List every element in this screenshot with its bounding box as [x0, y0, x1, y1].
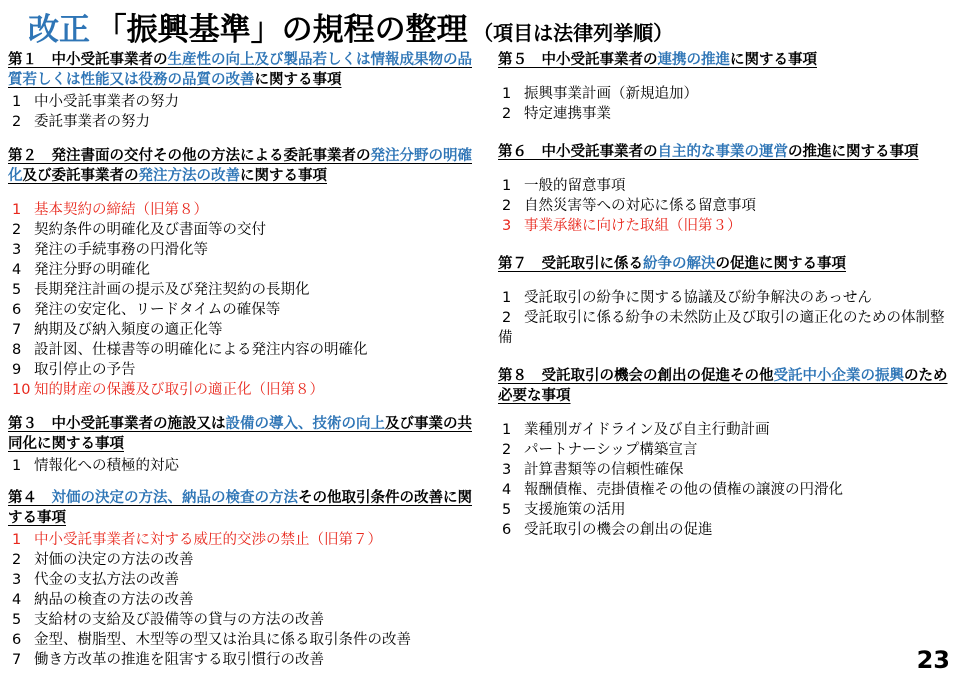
section-3	[8, 414, 478, 476]
item-text: 受託取引の紛争に関する協議及び紛争解決のあっせん	[524, 290, 872, 306]
section-4	[8, 488, 478, 670]
item-number: 4	[502, 482, 512, 498]
item-number: 1	[502, 290, 512, 306]
item-number: 3	[502, 462, 512, 478]
list-item	[8, 650, 478, 670]
item-text: 納品の検査の方法の改善	[34, 592, 194, 608]
title-sub: （項目は法律列挙順）	[473, 21, 674, 45]
list-item	[8, 320, 478, 340]
heading-text: 及び委託事業者の	[22, 168, 139, 184]
list-item	[8, 340, 478, 360]
heading-text: 第３ 中小受託事業者の施設又は	[8, 416, 226, 432]
list-item	[8, 380, 478, 400]
list-item	[8, 112, 478, 132]
item-text: 中小受託事業者の努力	[34, 94, 179, 110]
item-number: 1	[12, 458, 22, 474]
list-item	[498, 480, 953, 500]
item-number: 5	[12, 612, 22, 628]
section-5	[498, 50, 953, 124]
item-text: 事業承継に向けた取組（旧第３）	[524, 218, 742, 234]
item-number: 7	[12, 652, 22, 668]
list-item	[498, 216, 953, 236]
item-text: 知的財産の保護及び取引の適正化（旧第８）	[34, 382, 324, 398]
section-7	[498, 254, 953, 348]
item-number: 2	[12, 222, 22, 238]
left-column	[8, 50, 478, 670]
item-text: 設計図、仕様書等の明確化による発注内容の明確化	[34, 342, 368, 358]
item-number: 1	[502, 178, 512, 194]
list-item	[8, 92, 478, 112]
item-list	[8, 92, 478, 132]
list-item	[498, 176, 953, 196]
title-main: 「振興基準」の規程の整理	[95, 12, 468, 48]
item-number: 2	[12, 114, 22, 130]
list-item	[498, 196, 953, 216]
heading-highlight: 発注分野の明確化	[8, 148, 472, 184]
item-text: 発注の安定化、リードタイムの確保等	[34, 302, 281, 318]
section-6	[498, 142, 953, 236]
list-item	[498, 520, 953, 540]
heading-text: に関する事項	[240, 168, 327, 184]
heading-highlight: 自主的な事業の運営	[657, 144, 788, 160]
heading-text: のため必要な事項	[498, 368, 948, 404]
section-heading	[498, 366, 953, 406]
item-text: 金型、樹脂型、木型等の型又は治具に係る取引条件の改善	[34, 632, 411, 648]
item-number: 8	[12, 342, 22, 358]
heading-text: 第５ 中小受託事業者の	[498, 52, 658, 68]
right-column	[498, 50, 953, 540]
title-accent: 改正	[28, 12, 90, 48]
item-number: 5	[502, 502, 512, 518]
section-1	[8, 50, 478, 132]
item-text: 対価の決定の方法の改善	[34, 552, 194, 568]
item-text: 自然災害等への対応に係る留意事項	[524, 198, 756, 214]
item-number: 5	[12, 282, 22, 298]
list-item	[8, 280, 478, 300]
list-item	[498, 420, 953, 440]
list-item	[8, 220, 478, 240]
item-number: 1	[12, 532, 22, 548]
section-heading	[8, 488, 478, 528]
section-heading	[498, 142, 953, 162]
item-text: 契約条件の明確化及び書面等の交付	[34, 222, 266, 238]
list-item	[8, 360, 478, 380]
item-number: 6	[12, 632, 22, 648]
item-text: 納期及び納入頻度の適正化等	[34, 322, 223, 338]
item-text: 支援施策の活用	[524, 502, 626, 518]
section-heading	[8, 50, 478, 90]
list-item	[498, 288, 953, 308]
item-number: 3	[12, 572, 22, 588]
list-item	[498, 84, 953, 104]
list-item	[8, 570, 478, 590]
heading-text: 第２ 発注書面の交付その他の方法による委託事業者の	[8, 148, 371, 164]
heading-text: 及び事業の共同化に関する事項	[8, 416, 472, 452]
item-text: 基本契約の締結（旧第８）	[34, 202, 208, 218]
item-text: 受託取引の機会の創出の促進	[524, 522, 713, 538]
list-item	[8, 260, 478, 280]
item-text: 計算書類等の信頼性確保	[524, 462, 684, 478]
item-list	[498, 288, 953, 348]
item-list	[498, 84, 953, 124]
item-text: 振興事業計画（新規追加）	[524, 86, 698, 102]
item-text: 受託取引に係る紛争の未然防止及び取引の適正化のための体制整備	[498, 310, 945, 346]
list-item	[498, 500, 953, 520]
item-text: パートナーシップ構築宣言	[524, 442, 698, 458]
section-heading	[8, 414, 478, 454]
list-item	[498, 308, 953, 348]
item-number: 4	[12, 262, 22, 278]
item-text: 発注分野の明確化	[34, 262, 150, 278]
item-text: 中小受託事業者に対する威圧的交渉の禁止（旧第７）	[34, 532, 382, 548]
heading-text: 第８ 受託取引の機会の創出の促進その他	[498, 368, 774, 384]
item-number: 7	[12, 322, 22, 338]
section-heading	[498, 254, 953, 274]
list-item	[8, 610, 478, 630]
heading-text: の促進に関する事項	[715, 256, 846, 272]
item-number: 2	[502, 310, 512, 326]
item-list	[8, 456, 478, 476]
item-number: 1	[12, 202, 22, 218]
item-list	[8, 200, 478, 400]
page-number: 23	[916, 646, 950, 674]
list-item	[8, 456, 478, 476]
item-number: 2	[12, 552, 22, 568]
heading-text: 第４	[8, 490, 52, 506]
list-item	[498, 104, 953, 124]
item-text: 代金の支払方法の改善	[34, 572, 179, 588]
section-heading	[498, 50, 953, 70]
heading-text: 第７ 受託取引に係る	[498, 256, 643, 272]
item-text: 一般的留意事項	[524, 178, 626, 194]
heading-text: その他取引条件の改善に関する事項	[8, 490, 472, 526]
item-number: 1	[502, 86, 512, 102]
heading-text: に関する事項	[254, 72, 342, 88]
item-text: 取引停止の予告	[34, 362, 136, 378]
item-text: 働き方改革の推進を阻害する取引慣行の改善	[34, 652, 324, 668]
item-number: 4	[12, 592, 22, 608]
list-item	[8, 300, 478, 320]
item-list	[8, 530, 478, 670]
item-text: 特定連携事業	[524, 106, 611, 122]
list-item	[498, 460, 953, 480]
heading-highlight: 連携の推進	[657, 52, 730, 68]
section-8	[498, 366, 953, 540]
heading-highlight: 紛争の解決	[643, 256, 716, 272]
section-heading	[8, 146, 478, 186]
item-list	[498, 420, 953, 540]
item-text: 支給材の支給及び設備等の貸与の方法の改善	[34, 612, 324, 628]
item-text: 発注の手続事務の円滑化等	[34, 242, 208, 258]
item-text: 報酬債権、売掛債権その他の債権の譲渡の円滑化	[524, 482, 843, 498]
item-text: 業種別ガイドライン及び自主行動計画	[524, 422, 770, 438]
list-item	[8, 240, 478, 260]
list-item	[8, 550, 478, 570]
section-2	[8, 146, 478, 400]
item-number: 6	[502, 522, 512, 538]
item-number: 2	[502, 106, 512, 122]
list-item	[8, 200, 478, 220]
heading-text: 第６ 中小受託事業者の	[498, 144, 658, 160]
heading-text: 第１ 中小受託事業者の	[8, 52, 168, 68]
heading-highlight: 生産性の向上及び製品若しくは情報成果物の品質若しくは性能又は役務の品質の改善	[8, 52, 472, 88]
item-text: 長期発注計画の提示及び発注契約の長期化	[34, 282, 310, 298]
heading-highlight: 設備の導入、技術の向上	[225, 416, 385, 432]
item-number: 9	[12, 362, 22, 378]
list-item	[8, 630, 478, 650]
item-text: 委託事業者の努力	[34, 114, 150, 130]
item-number: 6	[12, 302, 22, 318]
heading-text: の推進に関する事項	[788, 144, 919, 160]
item-number: 2	[502, 198, 512, 214]
list-item	[498, 440, 953, 460]
item-number: 1	[502, 422, 512, 438]
slide-title	[28, 4, 673, 49]
heading-highlight: 対価の決定の方法、納品の検査の方法	[51, 490, 298, 506]
item-list	[498, 176, 953, 236]
item-number: 10	[12, 382, 31, 398]
heading-text: に関する事項	[730, 52, 817, 68]
list-item	[8, 530, 478, 550]
item-number: 1	[12, 94, 22, 110]
item-text: 情報化への積極的対応	[34, 458, 179, 474]
heading-highlight: 発注方法の改善	[138, 168, 240, 184]
item-number: 2	[502, 442, 512, 458]
list-item	[8, 590, 478, 610]
heading-highlight: 受託中小企業の振興	[773, 368, 904, 384]
item-number: 3	[12, 242, 22, 258]
item-number: 3	[502, 218, 512, 234]
